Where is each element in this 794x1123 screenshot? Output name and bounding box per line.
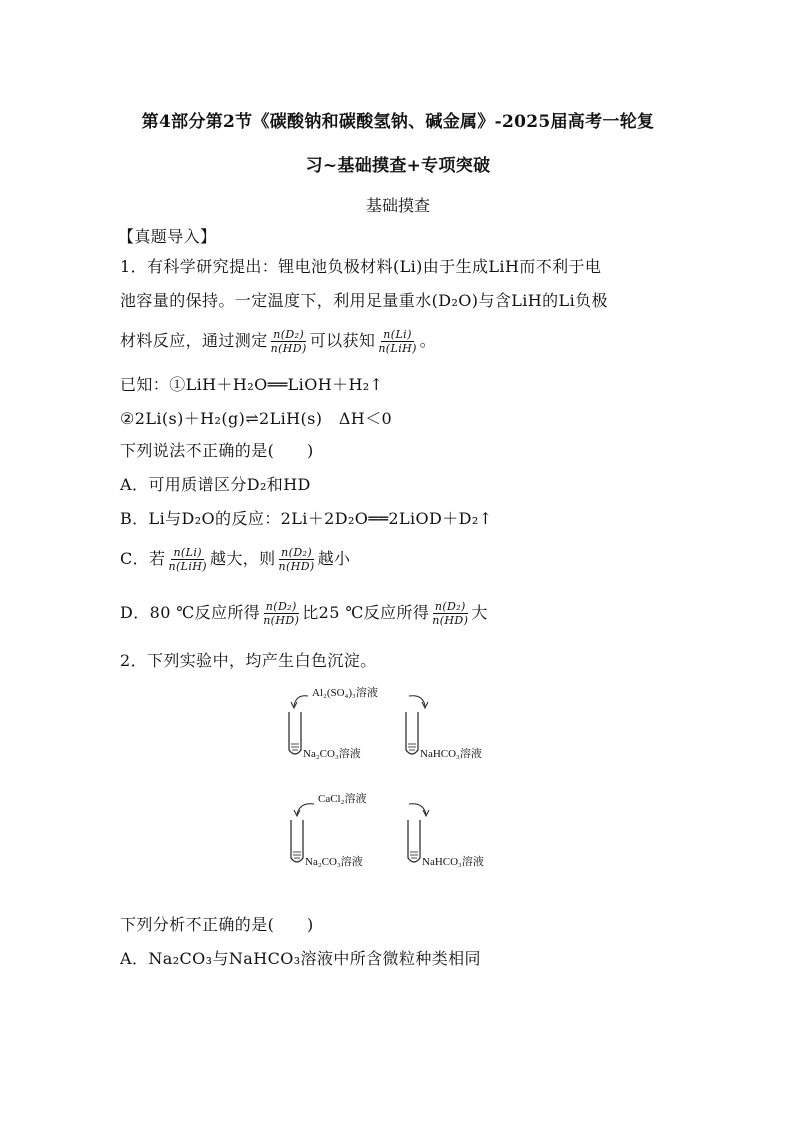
q1-option-d-pre: D．80 ℃反应所得 [120, 603, 261, 622]
frac-denominator: n(HD) [270, 342, 307, 355]
q1-option-c-end: 越小 [317, 549, 351, 568]
frac-denominator: n(HD) [432, 614, 469, 627]
fraction-d2-hd [269, 328, 309, 355]
fraction-d2-hd [261, 600, 301, 627]
tube-label-top-right: NaHCO₃溶液 [420, 748, 482, 760]
fraction-d2-hd [277, 546, 317, 573]
q1-option-c [120, 538, 676, 580]
frac-numerator: n(D₂) [273, 328, 305, 341]
fraction-d2-hd [430, 600, 470, 627]
q1-line-2: 池容量的保持。一定温度下，利用足量重水(D₂O)与含LiH的Li负极 [120, 291, 608, 310]
frac-denominator: n(HD) [278, 560, 315, 573]
pour-arrow-left-top [280, 688, 340, 712]
tube-label-top-left: Na₂CO₃溶液 [303, 748, 361, 760]
q1-line-3-end: 。 [419, 331, 437, 350]
pour-arrow-left-bottom [280, 796, 340, 820]
q1-line-3-mid: 可以获知 [309, 331, 376, 350]
q2-option-a: A．Na₂CO₃与NaHCO₃溶液中所含微粒种类相同 [120, 949, 481, 968]
frac-numerator: n(Li) [173, 546, 202, 559]
frac-denominator: n(HD) [263, 614, 300, 627]
frac-numerator: n(D₂) [434, 600, 466, 613]
document-title [120, 100, 676, 188]
test-tube-icon [402, 710, 422, 760]
fraction-li-lih [166, 546, 208, 573]
tube-label-bottom-right: NaHCO₃溶液 [422, 856, 484, 868]
q1-line-1: 1．有科学研究提出：锂电池负极材料(Li)由于生成LiH而不利于电 [120, 257, 602, 276]
pour-arrow-right-bottom [395, 796, 455, 820]
title-line-1: 第4部分第2节《碳酸钠和碳酸氢钠、碱金属》-2025届高考一轮复 [141, 112, 655, 132]
reagent-label-top: Al₂(SO₄)₃溶液 [312, 687, 378, 699]
q1-known-1: 已知：①LiH＋H₂O══LiOH＋H₂↑ [120, 375, 384, 394]
frac-denominator: n(LiH) [168, 560, 207, 573]
test-tube-icon [287, 818, 307, 868]
frac-numerator: n(Li) [383, 328, 412, 341]
section-label: 【真题导入】 [118, 227, 217, 246]
q1-option-c-mid: 越大，则 [209, 549, 276, 568]
q1-option-c-pre: C．若 [120, 549, 166, 568]
reagent-label-bottom: CaCl₂溶液 [318, 793, 367, 805]
q1-question: 下列说法不正确的是( ) [120, 441, 314, 460]
q2-question: 下列分析不正确的是( ) [120, 915, 314, 934]
q2-stem: 2．下列实验中，均产生白色沉淀。 [120, 651, 377, 670]
test-tube-icon [285, 710, 305, 760]
tube-label-bottom-left: Na₂CO₃溶液 [305, 856, 363, 868]
document-page [120, 100, 676, 974]
pour-arrow-right-top [395, 688, 455, 712]
q1-option-d [120, 592, 676, 634]
q1-line-3-pre: 材料反应，通过测定 [120, 331, 268, 350]
q1-known-2: ②2Li(s)＋H₂(g)⇌2LiH(s) ΔH＜0 [120, 409, 393, 428]
fraction-li-lih [376, 328, 418, 355]
q1-option-b: B．Li与D₂O的反应：2Li＋2D₂O══2LiOD＋D₂↑ [120, 509, 493, 528]
title-line-2: 习~基础摸查+专项突破 [305, 156, 491, 176]
frac-numerator: n(D₂) [281, 546, 313, 559]
experiment-diagram [120, 680, 676, 906]
frac-numerator: n(D₂) [265, 600, 297, 613]
frac-denominator: n(LiH) [378, 342, 417, 355]
q1-option-d-mid: 比25 ℃反应所得 [302, 603, 430, 622]
q1-line-3 [120, 320, 676, 362]
q1-option-a: A．可用质谱区分D₂和HD [120, 475, 311, 494]
q1-option-d-end: 大 [471, 603, 488, 622]
test-tube-icon [404, 818, 424, 868]
section-subtitle: 基础摸查 [365, 196, 430, 215]
